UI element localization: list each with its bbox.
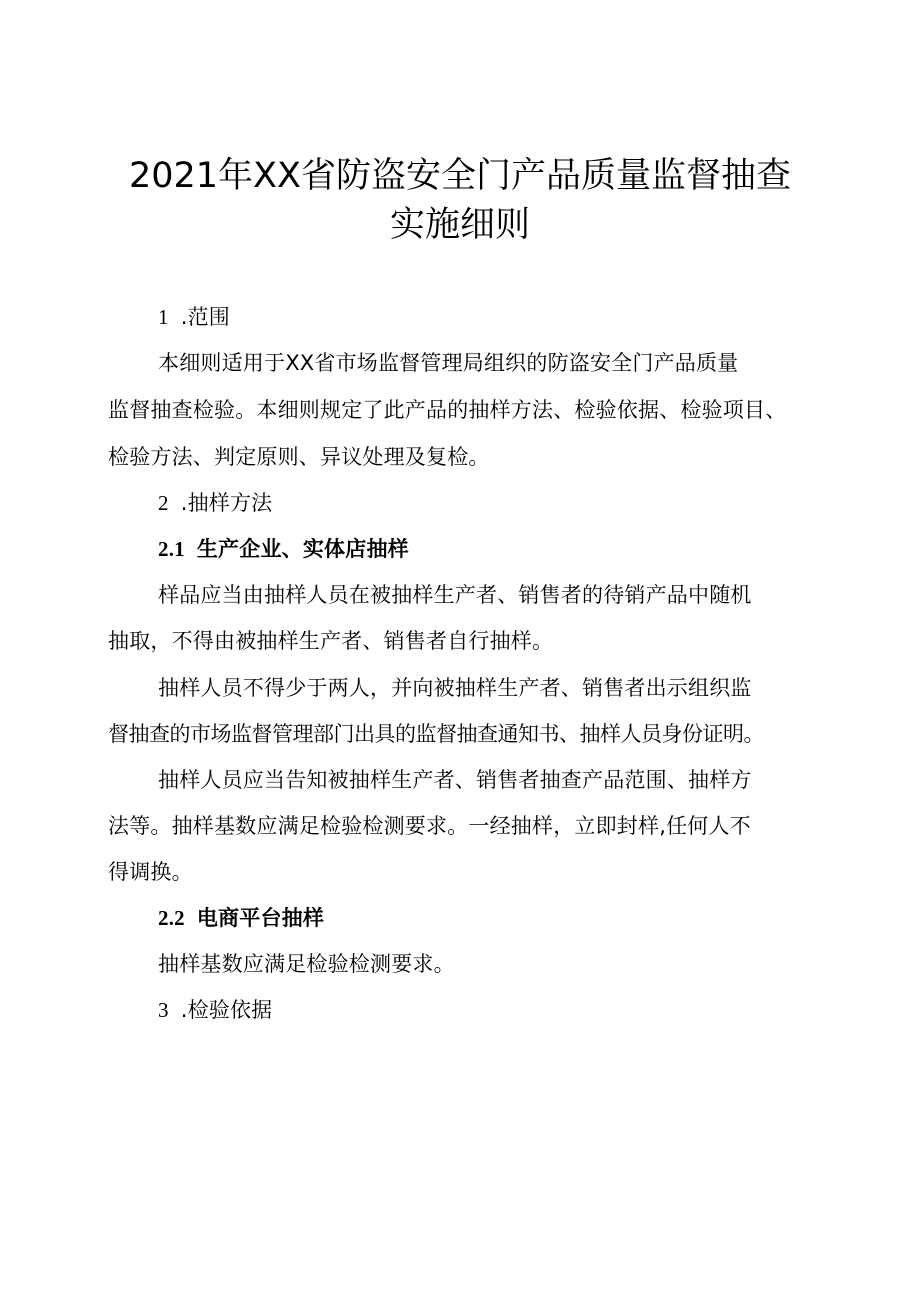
section-2-label: .抽样方法 [180,491,273,515]
section-3-heading [158,995,828,1025]
section-2-2-label: 电商平台抽样 [196,906,325,930]
section-2-heading [158,488,828,518]
section-2-2-number: 2.2 [158,906,185,930]
section-2-1-paragraph-1-line-1: 样品应当由抽样人员在被抽样生产者、销售者的待销产品中随机 [158,583,752,607]
section-3-number: 3 [158,998,169,1022]
section-2-number: 2 [158,491,169,515]
section-2-1-paragraph-3-line-1: 抽样人员应当告知被抽样生产者、销售者抽查产品范围、抽样方 [158,768,752,792]
section-2-1-number: 2.1 [158,537,185,561]
section-1-paragraph-line-1: 本细则适用于XX省市场监督管理局组织的防盗安全门产品质量 [158,351,739,375]
section-1-label: .范围 [180,305,230,329]
section-2-1-paragraph-2-line-1: 抽样人员不得少于两人，并向被抽样生产者、销售者出示组织监 [158,676,752,700]
section-3-label: .检验依据 [180,998,273,1022]
section-1-paragraph-line-2: 监督抽查检验。本细则规定了此产品的抽样方法、检验依据、检验项目、 [108,398,787,422]
document-title-line-2: 实施细则 [389,205,530,245]
section-1-paragraph-line-3: 检验方法、判定原则、异议处理及复检。 [108,445,490,469]
section-2-1-label: 生产企业、实体店抽样 [196,537,409,561]
section-1-heading [158,302,828,332]
document-title-line-1: 2021年XX省防盗安全门产品质量监督抽查 [128,156,792,196]
section-2-1-paragraph-2-line-2: 督抽查的市场监督管理部门出具的监督抽查通知书、抽样人员身份证明。 [108,722,764,746]
section-2-1-heading [158,534,828,564]
section-2-1-paragraph-1-line-2: 抽取，不得由被抽样生产者、销售者自行抽样。 [108,629,554,653]
section-1-number: 1 [158,305,169,329]
section-2-2-heading [158,903,828,933]
section-2-1-paragraph-3-line-3: 得调换。 [108,860,193,884]
section-2-1-paragraph-3-line-2: 法等。抽样基数应满足检验检测要求。一经抽样，立即封样,任何人不 [108,814,751,838]
section-2-2-paragraph-line-1: 抽样基数应满足检验检测要求。 [158,952,455,976]
